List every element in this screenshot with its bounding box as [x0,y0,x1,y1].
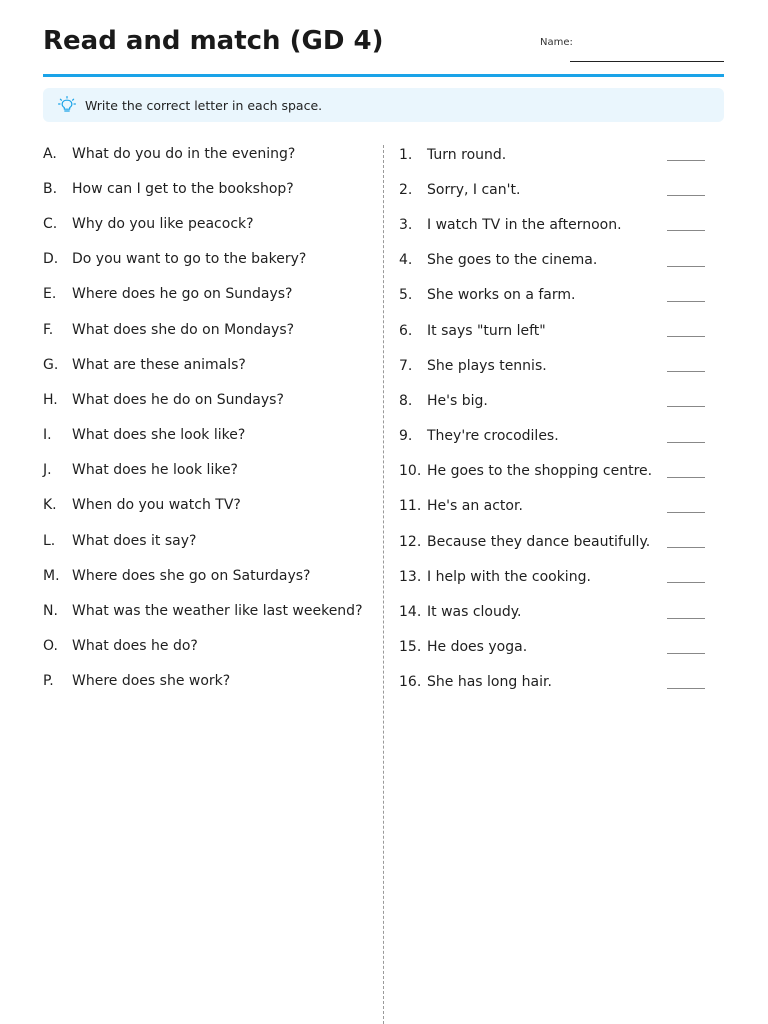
answer-blank[interactable] [667,477,705,478]
answer-number: 13. [399,568,422,585]
question-text: How can I get to the bookshop? [72,180,294,197]
question-item [43,136,373,171]
question-text: What does he look like? [72,462,238,479]
answer-blank[interactable] [667,582,705,583]
question-item [43,242,373,277]
answer-item [399,243,724,278]
answer-number: 3. [399,216,413,233]
answer-number: 1. [399,146,413,163]
question-letter: D. [43,251,59,268]
instruction-box [43,88,724,122]
question-item [43,558,373,593]
answer-text: She works on a farm. [427,287,576,304]
worksheet-title: Read and match (GD 4) [43,26,384,56]
question-item [43,382,373,417]
answer-blank[interactable] [667,618,705,619]
answer-number: 4. [399,252,413,269]
question-item [43,206,373,241]
question-text: Where does he go on Sundays? [72,286,293,303]
answer-item [399,594,724,629]
answer-text: I help with the cooking. [427,568,591,585]
question-item [43,347,373,382]
answer-blank[interactable] [667,160,705,161]
question-text: What does she do on Mondays? [72,321,295,338]
answer-text: He goes to the shopping centre. [427,463,653,480]
question-letter: K. [43,497,57,514]
question-item [43,664,373,699]
question-letter: J. [43,462,52,479]
question-text: Do you want to go to the bakery? [72,251,307,268]
answer-blank[interactable] [667,371,705,372]
question-text: What does he do? [72,638,198,655]
answer-blank[interactable] [667,266,705,267]
answer-blank[interactable] [667,688,705,689]
question-letter: G. [43,356,59,373]
answer-item [399,524,724,559]
answer-blank[interactable] [667,406,705,407]
answer-text: She plays tennis. [427,357,547,374]
answer-item [399,313,724,348]
answer-text: It was cloudy. [427,604,522,621]
question-text: Why do you like peacock? [72,215,254,232]
question-text: What are these animals? [72,356,246,373]
answer-text: Turn round. [427,146,507,163]
question-text: What does she look like? [72,427,246,444]
answer-number: 6. [399,322,413,339]
answer-item [399,454,724,489]
answer-text: He does yoga. [427,639,528,656]
question-item [43,418,373,453]
answer-list [399,137,724,700]
question-text: What was the weather like last weekend? [72,603,363,620]
question-letter: B. [43,180,58,197]
answer-text: Because they dance beautifully. [427,533,651,550]
answer-item [399,383,724,418]
answer-blank[interactable] [667,230,705,231]
answer-text: He's big. [427,392,488,409]
question-letter: E. [43,286,57,303]
answer-number: 14. [399,604,422,621]
answer-item [399,559,724,594]
answer-number: 9. [399,428,413,445]
answer-item [399,348,724,383]
column-divider [383,145,384,1024]
question-letter: H. [43,391,58,408]
question-letter: N. [43,603,58,620]
lightbulb-icon [57,95,77,115]
question-item [43,453,373,488]
answer-item [399,207,724,242]
answer-blank[interactable] [667,336,705,337]
answer-blank[interactable] [667,195,705,196]
question-text: What does he do on Sundays? [72,391,284,408]
header-rule [43,74,724,77]
answer-text: She has long hair. [427,674,552,691]
question-letter: M. [43,567,60,584]
question-item [43,277,373,312]
answer-text: They're crocodiles. [427,428,559,445]
answer-item [399,665,724,700]
answer-blank[interactable] [667,547,705,548]
answer-item [399,137,724,172]
question-letter: L. [43,532,56,549]
answer-number: 8. [399,392,413,409]
question-letter: O. [43,638,58,655]
question-item [43,171,373,206]
question-letter: A. [43,145,57,162]
answer-text: She goes to the cinema. [427,252,598,269]
question-item [43,312,373,347]
question-letter: C. [43,215,58,232]
answer-item [399,630,724,665]
question-text: When do you watch TV? [72,497,241,514]
answer-item [399,278,724,313]
answer-number: 15. [399,639,422,656]
answer-text: I watch TV in the afternoon. [427,216,622,233]
question-text: What do you do in the evening? [72,145,296,162]
answer-item [399,172,724,207]
name-input-line[interactable] [570,61,724,62]
answer-text: It says "turn left" [427,322,546,339]
question-item [43,523,373,558]
question-text: Where does she go on Saturdays? [72,567,311,584]
answer-item [399,419,724,454]
question-list [43,136,373,699]
answer-blank[interactable] [667,653,705,654]
question-item [43,488,373,523]
answer-blank[interactable] [667,442,705,443]
question-item [43,593,373,628]
name-label: Name: [540,37,573,48]
question-text: What does it say? [72,532,197,549]
answer-number: 7. [399,357,413,374]
answer-text: He's an actor. [427,498,523,515]
question-letter: P. [43,673,54,690]
answer-number: 10. [399,463,422,480]
answer-blank[interactable] [667,301,705,302]
question-letter: I. [43,427,52,444]
question-item [43,629,373,664]
answer-number: 5. [399,287,413,304]
answer-number: 16. [399,674,422,691]
question-text: Where does she work? [72,673,231,690]
answer-item [399,489,724,524]
answer-number: 11. [399,498,422,515]
instruction-text: Write the correct letter in each space. [85,97,323,113]
answer-text: Sorry, I can't. [427,181,521,198]
answer-blank[interactable] [667,512,705,513]
answer-number: 12. [399,533,422,550]
question-letter: F. [43,321,54,338]
answer-number: 2. [399,181,413,198]
